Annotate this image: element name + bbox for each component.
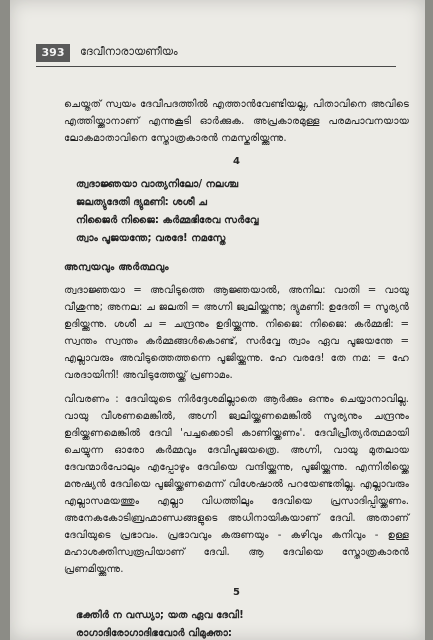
page-content [64, 96, 409, 640]
page-header [36, 42, 396, 67]
explanation-text: വിവരണം : ദേവിയുടെ നിർദ്ദേശമില്ലാതെ ആർക്കും ഒന്നും ചെയ്യാനാവില്ല. വായു വീശണമെങ്കിൽ, അഗ്നി ജ്വലിയ്ക്കണമെങ്കിൽ സൂര്യനും ചന്ദ്രനും ഉദിയ്ക്കണമെങ്കിൽ ദേവി 'പച്ചക്കൊടി കാണിയ്ക്കണം'. ദേവീപ്രീത്യർത്ഥമായി ചെയ്യുന്ന ഓരോ കർമ്മവും ദേവീപൂജയത്രെ. അഗ്നി, വായു മുതലായ ദേവന്മാർപോലും എപ്പോഴും ദേവിയെ വന്ദിയ്ക്കുന്നു, പൂജിയ്ക്കുന്നു. എന്നിരിയ്ക്കെ മനുഷ്യൻ ദേവിയെ പൂജിയ്ക്കണമെന്ന് വിശേഷാൽ പറയേണ്ടതില്ല. എല്ലാവരും എല്ലാസമയത്തും എല്ലാ വിധത്തിലും ദേവിയെ പ്രസാദിപ്പിയ്ക്കണം. അനേകകോടിബ്രഹ്മാണ്ഡങ്ങളുടെ അധിനായികയാണ് ദേവി. അതാണ് ദേവിയുടെ പ്രഭാവം. പ്രഭാവവും കരുണയും - കഴിവും കനിവും - ഉള്ള മഹാശക്തിസ്വരൂപിയാണ് ദേവി. ആ ദേവിയെ സ്തോത്രകാരൻ പ്രണമിയ്ക്കുന്നു. [64, 394, 409, 575]
verse-line: ജലത്യുദേതി ദ്യുമണി: ശശീ ച [76, 197, 208, 208]
verse-line: ത്വാം പൂജയന്തേ; വരദേ! നമസ്തേ [76, 233, 226, 244]
verse-number-5: 5 [233, 587, 240, 598]
verse-5 [64, 607, 409, 640]
word-meaning-text: ത്വദാജ്ഞയാ = അവിടുത്തെ ആജ്ഞയാൽ, അനില: വാതി = വായു വീശുന്നു; അനല: ച ജലതി = അഗ്നി ജ്വലിയ്ക്കുന്നു; ദ്യുമണി: ഉദേതി = സൂര്യൻ ഉദിയ്ക്കുന്നു. ശശീ ച = ചന്ദ്രനും ഉദിയ്ക്കുന്നു. നിജൈ: നിജൈ: കർമ്മഭി: = സ്വന്തം സ്വന്തം കർമ്മങ്ങൾകൊണ്ട്, സർവ്വേ ത്വാം ഏവ പൂജയന്തേ = എല്ലാവരും അവിടുത്തെത്തന്നെ പൂജിയ്ക്കുന്നു. ഹേ വരദേ! തേ നമ: = ഹേ വരദായിനി! അവിടുത്തേയ്ക്ക് പ്രണാമം. [64, 285, 409, 381]
intro-paragraph: ചെയ്തത് സ്വയം ദേവീപദത്തിൽ എത്താൻവേണ്ടിയല്ല, പിതാവിനെ അവിടെ എത്തിയ്ക്കാനാണ് എന്നുകൂടി ഓർക്കുക. അപ്രകാരമുള്ള പരമപാവനയായ ലോകമാതാവിനെ സ്തോത്രകാരൻ നമസ്കരിയ്ക്കുന്നു. [64, 99, 409, 144]
verse-4 [64, 176, 409, 248]
verse-line: ത്വദാജ്ഞയാ വാത്യനിലോ/ നലശ്ച [76, 179, 239, 190]
book-page [10, 0, 425, 640]
verse-line: ഭക്തിർ ന വന്ധ്യാ; യത ഏവ ദേവി! [76, 610, 244, 621]
word-meaning-heading: അന്വയവും അർത്ഥവും [64, 262, 169, 273]
verse-number-4: 4 [233, 156, 240, 167]
verse-line: രാഗാദിരോഗാദിഭവോർ വിമുക്താ: [76, 628, 233, 639]
page-number: 393 [36, 44, 70, 62]
verse-line: നിജൈർ നിജൈ: കർമ്മഭിരേവ സർവ്വേ [76, 215, 259, 226]
running-title: ദേവീനാരായണീയം [80, 45, 178, 58]
